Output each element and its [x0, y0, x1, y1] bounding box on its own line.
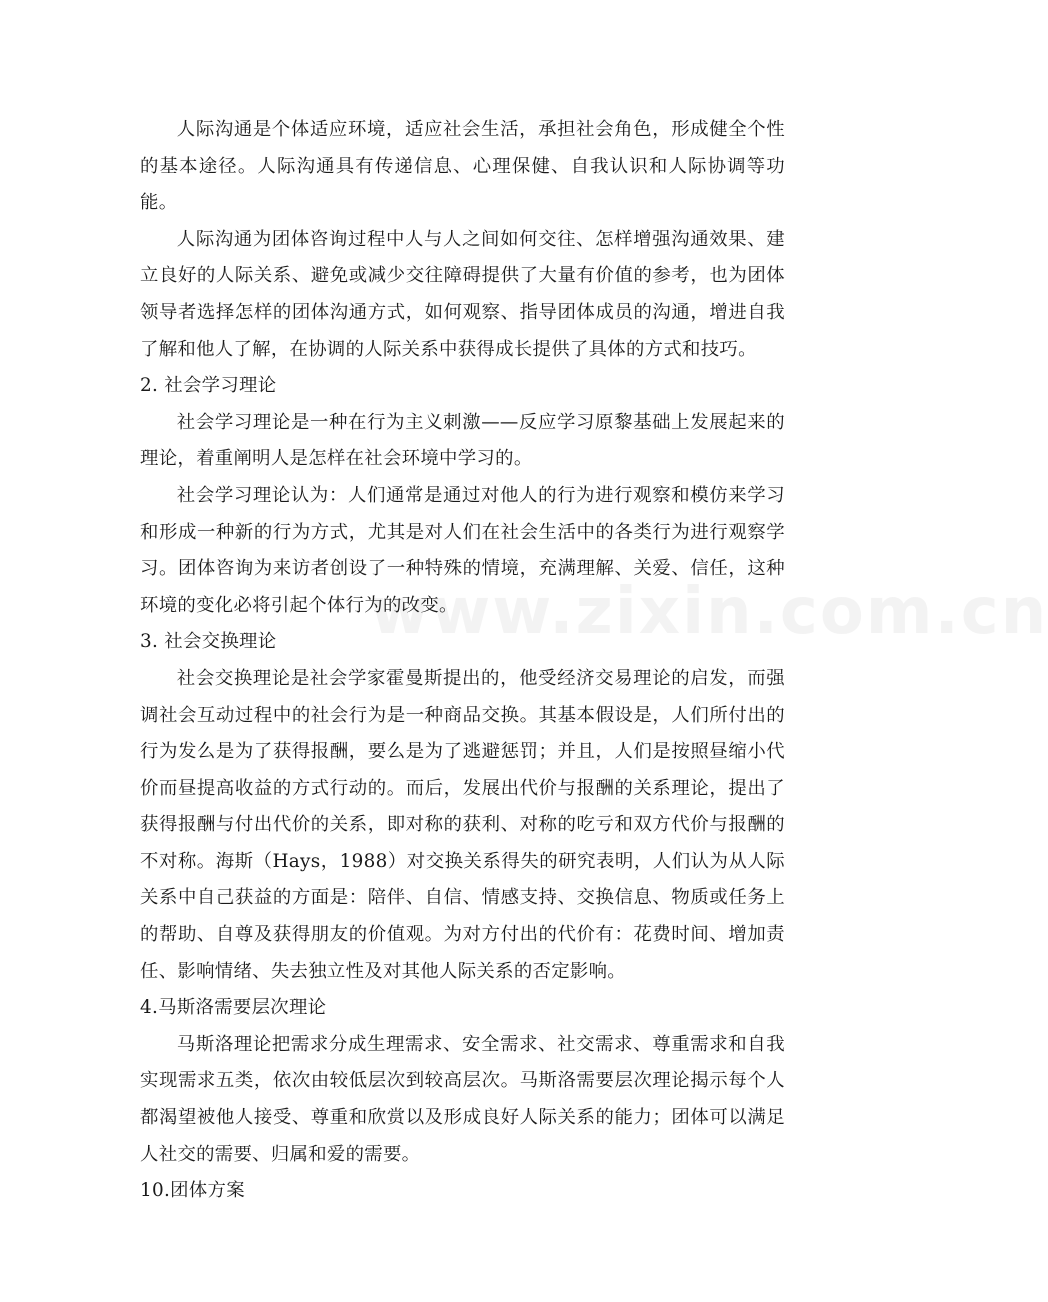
section-heading-maslow: 4.马斯洛需要层次理论 [140, 997, 327, 1019]
section-heading-group-plan: 10.团体方案 [140, 1180, 245, 1202]
paragraph-social-exchange: 社会交换理论是社会学家霍曼斯提出的，他受经济交易理论的启发，而强调社会互动过程中的社会行为是一种商品交换。其基本假设是，人们所付出的行为发么是为了获得报酬，要么是为了逃避惩罚；并且，人们是按照昼缩小代价而昼提高收益的方式行动的。而后，发展出代价与报酬的关系理论，提出了获得报酬与付出代价的关系，即对称的获利、对称的吃亏和双方代价与报酬的不对称。海斯（Hays，1988）对交换关系得失的研究表明，人们认为从人际关系中自己获益的方面是：陪伴、自信、情感支持、交换信息、物质或任务上的帮助、自尊及获得朋友的价值观。为对方付出的代价有：花费时间、增加责任、影响情绪、失去独立性及对其他人际关系的否定影响。 [140, 667, 785, 982]
paragraph-social-learning-definition: 社会学习理论是一种在行为主义刺激——反应学习原黎基础上发展起来的理论，着重阐明人是怎样在社会环境中学习的。 [140, 411, 785, 470]
section-heading-social-learning: 2. 社会学习理论 [140, 375, 277, 397]
paragraph-maslow: 马斯洛理论把需求分成生理需求、安全需求、社交需求、尊重需求和自我实现需求五类，依次由较低层次到较高层次。马斯洛需要层次理论揭示每个人都渴望被他人接受、尊重和欣赏以及形成良好人际关系的能力；团体可以满足人社交的需要、归属和爱的需要。 [140, 1033, 785, 1165]
paragraph-social-learning-view: 社会学习理论认为：人们通常是通过对他人的行为进行观察和模仿来学习和形成一种新的行为方式，尤其是对人们在社会生活中的各类行为进行观察学习。团体咨询为来访者创设了一种特殊的情境，充满理解、关爱、信任，这种环境的变化必将引起个体行为的改变。 [140, 484, 785, 616]
watermark-text: www.zixin.com.cn [370, 575, 1048, 649]
document-body [140, 112, 785, 1210]
paragraph-interpersonal-communication-reference: 人际沟通为团体咨询过程中人与人之间如何交往、怎样增强沟通效果、建立良好的人际关系、避免或减少交往障碍提供了大量有价值的参考，也为团体领导者选择怎样的团体沟通方式，如何观察、指导团体成员的沟通，增进自我了解和他人了解，在协调的人际关系中获得成长提供了具体的方式和技巧。 [140, 228, 785, 360]
paragraph-interpersonal-communication-function: 人际沟通是个体适应环境，适应社会生活，承担社会角色，形成健全个性的基本途径。人际沟通具有传递信息、心理保健、自我认识和人际协调等功能。 [140, 119, 785, 214]
section-heading-social-exchange: 3. 社会交换理论 [140, 631, 277, 653]
